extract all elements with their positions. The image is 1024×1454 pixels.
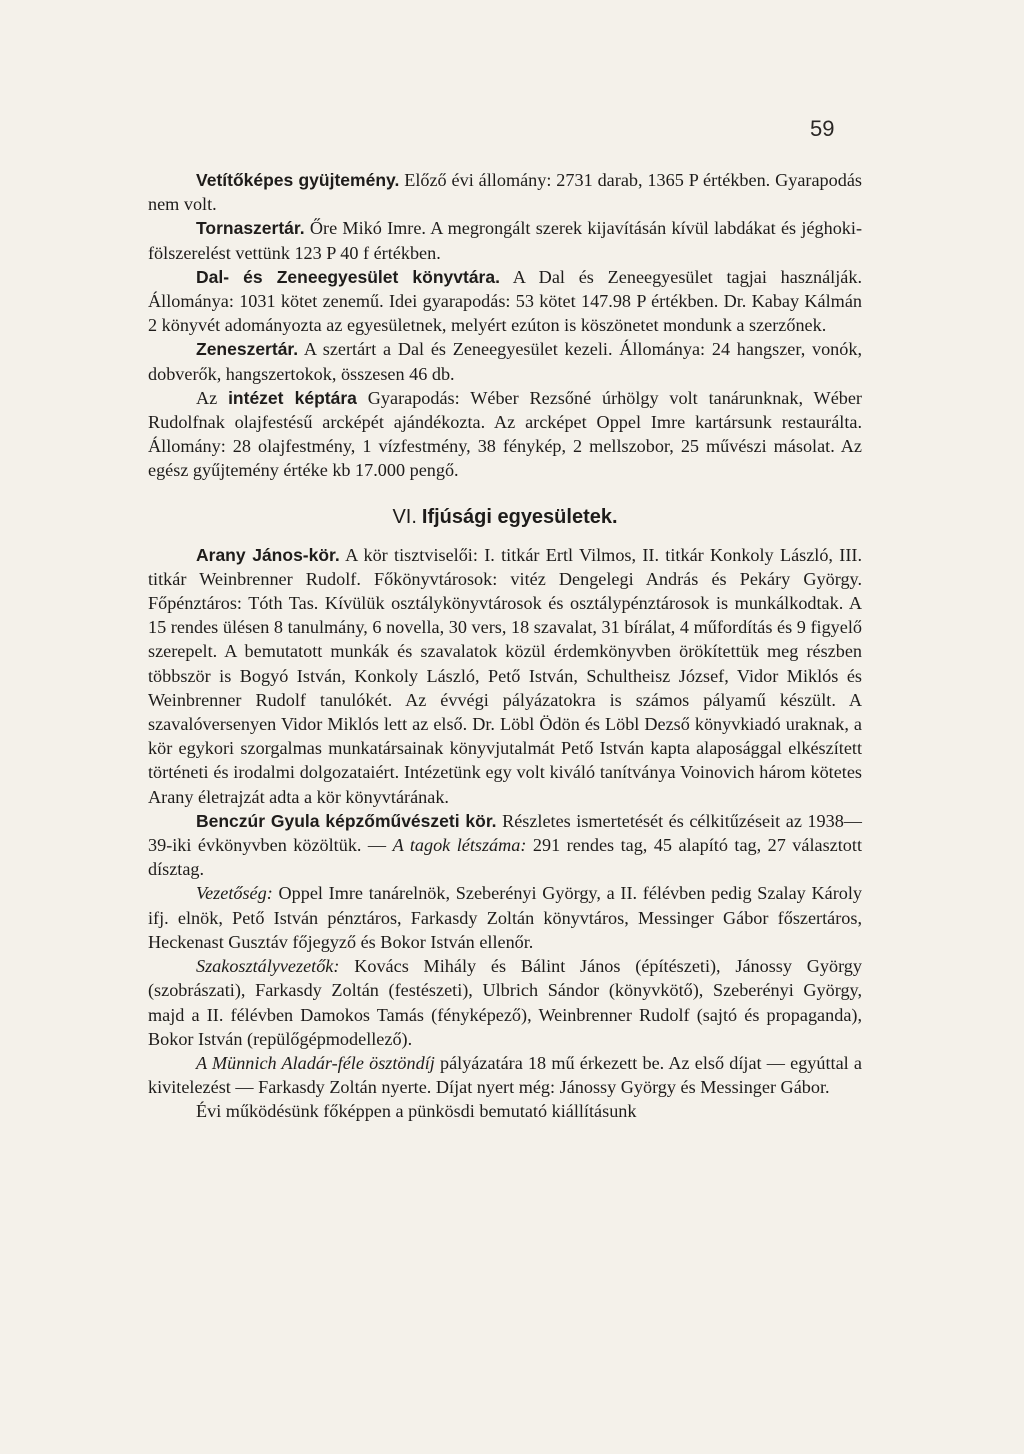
paragraph-munnich: [148, 1051, 862, 1099]
paragraph-lead: Vetítőképes gyüjtemény.: [196, 170, 400, 190]
paragraph-text: Előző évi állomány: 2731 darab, 1365 P értékben. Gyarapodás nem volt.: [148, 170, 862, 215]
section-heading: [148, 505, 862, 529]
paragraph-lead: Benczúr Gyula képzőművészeti kör.: [196, 810, 497, 831]
paragraph-text: Évi működésünk főképpen a pünkösdi bemutató kiállításunk: [196, 1101, 637, 1122]
paragraph-prefix: Az: [196, 387, 229, 408]
paragraph-vetitokepes: [148, 168, 862, 216]
paragraph-arany-kor: [148, 543, 862, 809]
paragraph-lead: Zeneszertár.: [196, 339, 299, 360]
paragraph-text: A Dal és Zeneegyesület tagjai használják. Állománya: 1031 kötet zenemű. Idei gyarapodás: 53 kötet 147.98 P értékben. Dr. Kabay Kálmán 2 könyvét adományozta az egyesületnek, melyért ezúton is köszönetet mondunk a szerzőnek.: [148, 266, 862, 336]
paragraph-zeneszertar: [148, 337, 862, 385]
section-number: VI.: [392, 505, 417, 528]
paragraph-text: Oppel Imre tanárelnök, Szeberényi György, a II. félévben pedig Szalay Károly ifj. elnök, Pető István pénztáros, Farkasdy Zoltán könyvtáros, Messinger Gábor főszertáros, Heckenast Gusztáv főjegyző és Bokor István ellenőr.: [148, 883, 862, 952]
paragraph-szakosztalyvezetok: [148, 954, 862, 1051]
paragraph-italic: Szakosztályvezetők:: [196, 956, 340, 977]
paragraph-italic: A tagok létszáma:: [392, 835, 527, 856]
paragraph-dal-konyvtar: [148, 265, 862, 338]
paragraph-tornaszertar: [148, 216, 862, 264]
paragraph-lead: Dal- és Zeneegyesület könyvtára.: [196, 266, 500, 287]
paragraph-text: pályázatára 18 mű érkezett be. Az első díjat — egyúttal a kivitelezést — Farkasdy Zoltán nyerte. Díjat nyert még: Jánossy György és Messinger Gábor.: [148, 1052, 862, 1098]
paragraph-benczur-kor: [148, 809, 862, 882]
paragraph-lead: Arany János-kör.: [196, 544, 340, 565]
paragraph-keptar: [148, 386, 862, 483]
paragraph-italic: A Münnich Aladár-féle ösztöndíj: [196, 1052, 435, 1073]
paragraph-text: A kör tisztviselői: I. titkár Ertl Vilmos, II. titkár Konkoly László, III. titkár Weinbrenner Rudolf. Főkönyvtárosok: vitéz Dengelegi András és Pekáry György. Főpénztáros: Tóth Tas. Kívülük osztálykönyvtárosok és osztálypénztárosok is munkálkodtak. A 15 rendes ülésen 8 tanulmány, 6 novella, 30 vers, 18 szavalat, 31 bírálat, 4 műfordítás és 9 figyelő szerepelt. A bemutatott munkák és szavalatok közül érdemkönyvben örökítettük meg részben többször is Bogyó István, Konkoly László, Pető István, Schultheisz József, Vidor Miklós és Weinbrenner Rudolf tanulókét. Az évvégi pályázatokra is számos pályamű készült. A szavalóversenyen Vidor Miklós lett az első. Dr. Löbl Ödön és Löbl Dezső könyvkiadó uraknak, a kör egykori szorgalmas munkatársainak könyvjutalmát Pető István kapta alaposággal elkészített történeti és irodalmi dolgozataiért. Intézetünk egy volt kiváló tanítványa Voinovich három kötetes Arany életrajzát adta a kör könyvtárának.: [148, 544, 862, 807]
paragraph-text: Gyarapodás: Wéber Rezsőné úrhölgy volt tanárunknak, Wéber Rudolfnak olajfestésű arcképét ajándékozta. Az arcképet Oppel Imre kartársunk restaurálta. Állomány: 28 olajfestmény, 1 vízfestmény, 38 fénykép, 2 mellszobor, 25 művészi másolat. Az egész gyűjtemény értéke kb 17.000 pengő.: [148, 387, 862, 481]
paragraph-text: Őre Mikó Imre. A megrongált szerek kijavításán kívül labdákat és jéghoki-fölszerelést vettünk 123 P 40 f értékben.: [148, 218, 862, 263]
paragraph-text: Kovács Mihály és Bálint János (építészeti), Jánossy György (szobrászati), Farkasdy Zoltán (festészeti), Ulbrich Sándor (könyvkötő), Szeberényi György, majd a II. félévben Damokos Tamás (fényképező), Weinbrenner Rudolf (sajtó és propaganda), Bokor István (repülőgépmodellező).: [148, 956, 862, 1049]
paragraph-text: A szertárt a Dal és Zeneegyesület kezeli. Állománya: 24 hangszer, vonók, dobverők, hangszertokok, összesen 46 db.: [148, 339, 862, 384]
text-body: [148, 168, 862, 1124]
paragraph-evi-mukodes: [148, 1099, 862, 1123]
page-number: 59: [810, 116, 835, 141]
paragraph-text: 291 rendes tag, 45 alapító tag, 27 választott dísztag.: [148, 835, 863, 880]
paragraph-text: Részletes ismertetését és célkitűzéseit az 1938—39-iki évkönyvben közöltük. —: [148, 810, 862, 856]
section-title: Ifjúsági egyesületek.: [421, 505, 618, 528]
paragraph-lead: Tornaszertár.: [196, 218, 305, 239]
paragraph-lead: intézet képtára: [228, 387, 357, 408]
paragraph-vezetoseg: [148, 881, 862, 954]
paragraph-italic: Vezetőség:: [196, 883, 273, 904]
